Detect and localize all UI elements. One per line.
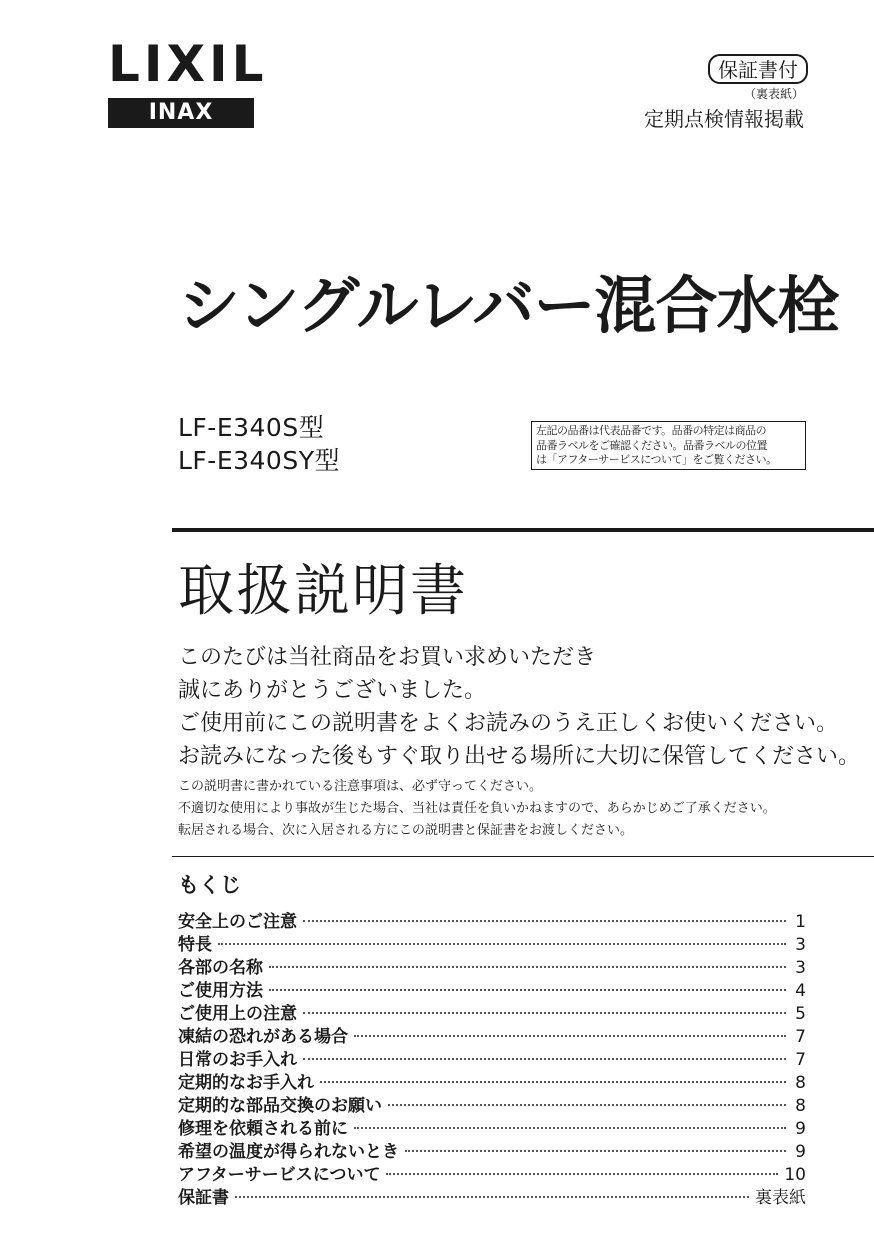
toc-item[interactable] (178, 1049, 806, 1072)
intro-text: 誠にありがとうございました。 (178, 678, 487, 703)
toc-item[interactable] (178, 911, 806, 934)
toc-item-label: 凍結の恐れがある場合 (178, 1027, 348, 1047)
toc-leader (269, 989, 786, 991)
toc-item-page: 裏表紙 (755, 1188, 806, 1208)
toc-item-page: 9 (795, 1142, 806, 1162)
intro-text: このたびは当社商品をお買い求めいただき (178, 645, 597, 670)
model-note-line: 左記の品番は代表品番です。品番の特定は商品の (536, 424, 767, 437)
caution-note: 不適切な使用により事故が生じた場合、当社は責任を負いかねますので、あらかじめご了承ください。 (178, 801, 776, 816)
caution-note: 転居される場合、次に入居される方にこの説明書と保証書をお渡しください。 (178, 823, 634, 838)
warranty-badge: 保証書付 (708, 54, 808, 84)
toc-item[interactable] (178, 1164, 806, 1187)
toc-title: もくじ (178, 873, 241, 897)
intro-text: ご使用前にこの説明書をよくお読みのうえ正しくお使いください。 (178, 711, 839, 736)
warranty-location-note: （裏表紙） (743, 87, 804, 101)
toc-item-label: 安全上のご注意 (178, 912, 297, 932)
toc-item-label: アフターサービスについて (178, 1165, 381, 1185)
section-divider (172, 528, 874, 532)
toc-item-page: 8 (795, 1096, 806, 1116)
toc-item-page: 3 (795, 958, 806, 978)
toc-item-page: 8 (795, 1073, 806, 1093)
toc-leader (303, 920, 786, 922)
toc-item-page: 10 (784, 1165, 806, 1185)
toc-item-page: 7 (795, 1027, 806, 1047)
model-number: LF-E340SY型 (178, 446, 340, 475)
toc-item[interactable] (178, 934, 806, 957)
toc-leader (354, 1127, 786, 1129)
toc-leader (388, 1104, 786, 1106)
sub-brand-badge: INAX (108, 98, 254, 128)
toc-leader (386, 1173, 778, 1175)
toc-item[interactable] (178, 1141, 806, 1164)
toc-item-label: 定期的な部品交換のお願い (178, 1096, 382, 1116)
toc-item-label: ご使用方法 (178, 981, 263, 1001)
toc-item-label: 定期的なお手入れ (178, 1073, 314, 1093)
intro-text: お読みになった後もすぐ取り出せる場所に大切に保管してください。 (178, 744, 861, 769)
toc-item-page: 5 (795, 1004, 806, 1024)
toc-leader (320, 1081, 786, 1083)
toc-item-label: 各部の名称 (178, 958, 263, 978)
toc-item[interactable] (178, 1003, 806, 1026)
toc-leader (303, 1058, 786, 1060)
toc-item-page: 9 (795, 1119, 806, 1139)
toc-item[interactable] (178, 1118, 806, 1141)
toc-item[interactable] (178, 980, 806, 1003)
toc-divider (172, 856, 874, 857)
toc-item-page: 3 (795, 935, 806, 955)
inspection-info-label: 定期点検情報掲載 (644, 107, 804, 131)
toc-item-label: 日常のお手入れ (178, 1050, 297, 1070)
toc-leader (354, 1035, 786, 1037)
toc-item[interactable] (178, 1095, 806, 1118)
model-note-line: は「アフターサービスについて」をご覧ください。 (536, 453, 777, 466)
toc-item-label: 保証書 (178, 1188, 229, 1208)
manual-title: 取扱説明書 (178, 559, 468, 624)
table-of-contents (178, 911, 806, 1210)
toc-leader (269, 966, 786, 968)
toc-item-page: 1 (795, 912, 806, 932)
toc-item-label: 特長 (178, 935, 212, 955)
brand-logo: LIXIL (108, 35, 268, 93)
toc-item-label: ご使用上の注意 (178, 1004, 297, 1024)
toc-item-label: 修理を依頼される前に (178, 1119, 348, 1139)
toc-item[interactable] (178, 957, 806, 980)
model-number: LF-E340S型 (178, 413, 325, 442)
toc-item-label: 希望の温度が得られないとき (178, 1142, 399, 1162)
model-note-line: 品番ラベルをご確認ください。品番ラベルの位置 (536, 438, 767, 452)
model-note-box (531, 421, 806, 470)
caution-note: この説明書に書かれている注意事項は、必ず守ってください。 (178, 779, 543, 794)
toc-item[interactable] (178, 1026, 806, 1049)
toc-leader (303, 1012, 786, 1014)
toc-item[interactable] (178, 1072, 806, 1095)
product-title: シングルレバー混合水栓 (178, 269, 839, 342)
toc-leader (235, 1196, 749, 1198)
toc-item[interactable] (178, 1187, 806, 1210)
toc-item-page: 7 (795, 1050, 806, 1070)
toc-leader (218, 943, 786, 945)
toc-leader (405, 1150, 786, 1152)
toc-item-page: 4 (795, 981, 806, 1001)
